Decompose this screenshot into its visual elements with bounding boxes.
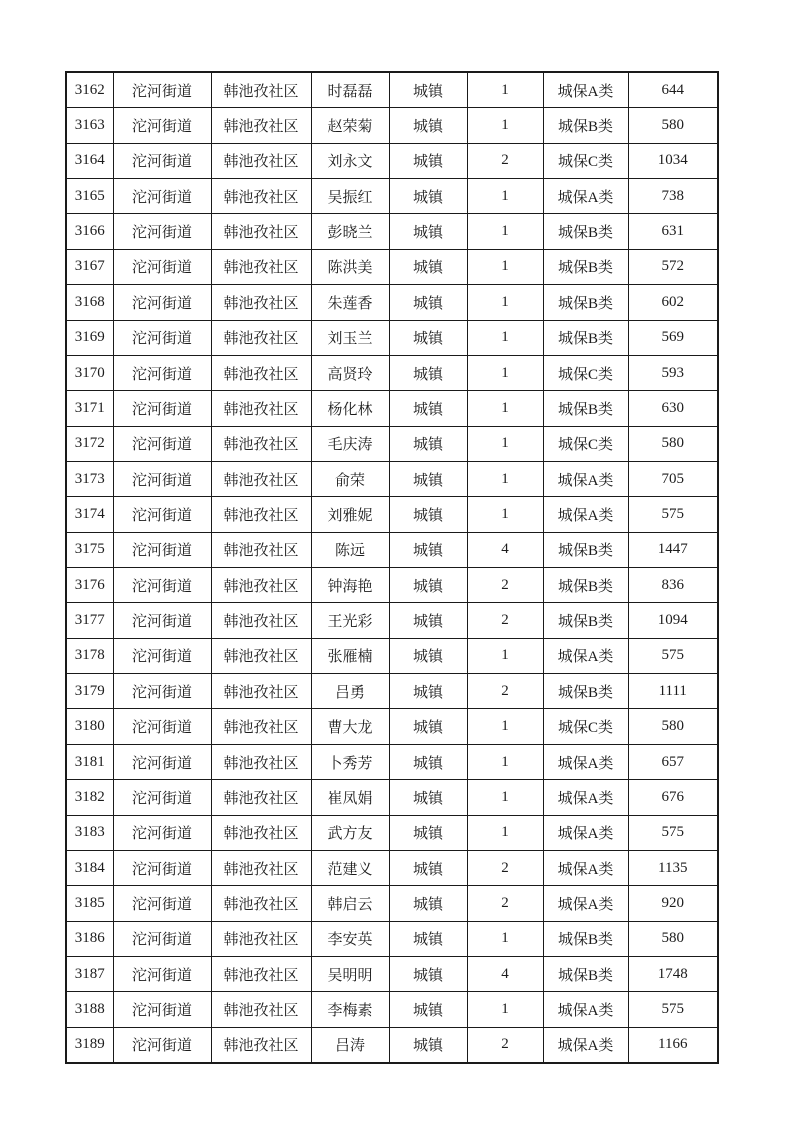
name-cell: 毛庆涛 (311, 426, 389, 461)
welfare-roster-table (65, 71, 719, 1064)
category-cell: 城保A类 (543, 461, 628, 496)
amount-cell: 1111 (628, 674, 718, 709)
name-cell: 韩启云 (311, 886, 389, 921)
headcount-cell: 2 (467, 603, 543, 638)
category-cell: 城保B类 (543, 285, 628, 320)
headcount-cell: 1 (467, 391, 543, 426)
table-row (66, 179, 718, 214)
table-row (66, 638, 718, 673)
residence-type-cell: 城镇 (389, 214, 467, 249)
category-cell: 城保A类 (543, 1027, 628, 1063)
residence-type-cell: 城镇 (389, 285, 467, 320)
serial-cell: 3184 (66, 850, 113, 885)
table-row (66, 108, 718, 143)
serial-cell: 3179 (66, 674, 113, 709)
category-cell: 城保B类 (543, 921, 628, 956)
residence-type-cell: 城镇 (389, 568, 467, 603)
headcount-cell: 4 (467, 532, 543, 567)
table-row (66, 921, 718, 956)
street-cell: 沱河街道 (113, 568, 211, 603)
headcount-cell: 1 (467, 780, 543, 815)
community-cell: 韩池孜社区 (211, 355, 311, 390)
residence-type-cell: 城镇 (389, 815, 467, 850)
amount-cell: 575 (628, 815, 718, 850)
street-cell: 沱河街道 (113, 886, 211, 921)
table-row (66, 1027, 718, 1063)
amount-cell: 738 (628, 179, 718, 214)
amount-cell: 593 (628, 355, 718, 390)
table-row (66, 285, 718, 320)
headcount-cell: 2 (467, 568, 543, 603)
roster-table-body (66, 72, 718, 1063)
community-cell: 韩池孜社区 (211, 214, 311, 249)
street-cell: 沱河街道 (113, 1027, 211, 1063)
headcount-cell: 1 (467, 815, 543, 850)
street-cell: 沱河街道 (113, 391, 211, 426)
residence-type-cell: 城镇 (389, 72, 467, 108)
community-cell: 韩池孜社区 (211, 886, 311, 921)
street-cell: 沱河街道 (113, 461, 211, 496)
community-cell: 韩池孜社区 (211, 815, 311, 850)
residence-type-cell: 城镇 (389, 921, 467, 956)
community-cell: 韩池孜社区 (211, 956, 311, 991)
table-row (66, 426, 718, 461)
table-row (66, 249, 718, 284)
name-cell: 王光彩 (311, 603, 389, 638)
headcount-cell: 1 (467, 355, 543, 390)
serial-cell: 3186 (66, 921, 113, 956)
serial-cell: 3167 (66, 249, 113, 284)
table-row (66, 886, 718, 921)
amount-cell: 580 (628, 108, 718, 143)
name-cell: 俞荣 (311, 461, 389, 496)
amount-cell: 572 (628, 249, 718, 284)
category-cell: 城保A类 (543, 179, 628, 214)
name-cell: 曹大龙 (311, 709, 389, 744)
table-row (66, 674, 718, 709)
table-row (66, 850, 718, 885)
street-cell: 沱河街道 (113, 249, 211, 284)
street-cell: 沱河街道 (113, 179, 211, 214)
amount-cell: 1034 (628, 143, 718, 178)
headcount-cell: 1 (467, 72, 543, 108)
serial-cell: 3165 (66, 179, 113, 214)
community-cell: 韩池孜社区 (211, 1027, 311, 1063)
residence-type-cell: 城镇 (389, 850, 467, 885)
community-cell: 韩池孜社区 (211, 850, 311, 885)
name-cell: 高贤玲 (311, 355, 389, 390)
name-cell: 范建义 (311, 850, 389, 885)
name-cell: 赵荣菊 (311, 108, 389, 143)
name-cell: 张雁楠 (311, 638, 389, 673)
table-row (66, 992, 718, 1027)
name-cell: 吕勇 (311, 674, 389, 709)
street-cell: 沱河街道 (113, 285, 211, 320)
serial-cell: 3172 (66, 426, 113, 461)
amount-cell: 1748 (628, 956, 718, 991)
headcount-cell: 2 (467, 886, 543, 921)
category-cell: 城保B类 (543, 214, 628, 249)
headcount-cell: 1 (467, 992, 543, 1027)
community-cell: 韩池孜社区 (211, 921, 311, 956)
category-cell: 城保B类 (543, 532, 628, 567)
category-cell: 城保B类 (543, 249, 628, 284)
name-cell: 李安英 (311, 921, 389, 956)
street-cell: 沱河街道 (113, 921, 211, 956)
category-cell: 城保C类 (543, 355, 628, 390)
community-cell: 韩池孜社区 (211, 108, 311, 143)
category-cell: 城保B类 (543, 108, 628, 143)
table-row (66, 780, 718, 815)
community-cell: 韩池孜社区 (211, 143, 311, 178)
category-cell: 城保C类 (543, 426, 628, 461)
serial-cell: 3185 (66, 886, 113, 921)
community-cell: 韩池孜社区 (211, 992, 311, 1027)
community-cell: 韩池孜社区 (211, 780, 311, 815)
category-cell: 城保A类 (543, 744, 628, 779)
street-cell: 沱河街道 (113, 992, 211, 1027)
name-cell: 钟海艳 (311, 568, 389, 603)
name-cell: 李梅素 (311, 992, 389, 1027)
residence-type-cell: 城镇 (389, 532, 467, 567)
residence-type-cell: 城镇 (389, 1027, 467, 1063)
residence-type-cell: 城镇 (389, 461, 467, 496)
amount-cell: 575 (628, 497, 718, 532)
serial-cell: 3181 (66, 744, 113, 779)
serial-cell: 3166 (66, 214, 113, 249)
community-cell: 韩池孜社区 (211, 532, 311, 567)
headcount-cell: 4 (467, 956, 543, 991)
amount-cell: 836 (628, 568, 718, 603)
residence-type-cell: 城镇 (389, 426, 467, 461)
serial-cell: 3171 (66, 391, 113, 426)
amount-cell: 575 (628, 992, 718, 1027)
street-cell: 沱河街道 (113, 497, 211, 532)
residence-type-cell: 城镇 (389, 108, 467, 143)
residence-type-cell: 城镇 (389, 780, 467, 815)
headcount-cell: 1 (467, 426, 543, 461)
community-cell: 韩池孜社区 (211, 426, 311, 461)
table-row (66, 320, 718, 355)
street-cell: 沱河街道 (113, 426, 211, 461)
table-row (66, 214, 718, 249)
community-cell: 韩池孜社区 (211, 72, 311, 108)
headcount-cell: 1 (467, 709, 543, 744)
residence-type-cell: 城镇 (389, 638, 467, 673)
name-cell: 吴明明 (311, 956, 389, 991)
residence-type-cell: 城镇 (389, 674, 467, 709)
community-cell: 韩池孜社区 (211, 285, 311, 320)
headcount-cell: 2 (467, 850, 543, 885)
community-cell: 韩池孜社区 (211, 461, 311, 496)
street-cell: 沱河街道 (113, 956, 211, 991)
amount-cell: 1166 (628, 1027, 718, 1063)
headcount-cell: 1 (467, 285, 543, 320)
amount-cell: 580 (628, 426, 718, 461)
serial-cell: 3182 (66, 780, 113, 815)
category-cell: 城保A类 (543, 815, 628, 850)
community-cell: 韩池孜社区 (211, 249, 311, 284)
community-cell: 韩池孜社区 (211, 568, 311, 603)
category-cell: 城保A类 (543, 497, 628, 532)
serial-cell: 3187 (66, 956, 113, 991)
serial-cell: 3176 (66, 568, 113, 603)
community-cell: 韩池孜社区 (211, 674, 311, 709)
amount-cell: 705 (628, 461, 718, 496)
name-cell: 陈洪美 (311, 249, 389, 284)
name-cell: 彭晓兰 (311, 214, 389, 249)
street-cell: 沱河街道 (113, 143, 211, 178)
table-row (66, 355, 718, 390)
amount-cell: 1094 (628, 603, 718, 638)
category-cell: 城保A类 (543, 850, 628, 885)
category-cell: 城保B类 (543, 603, 628, 638)
name-cell: 刘雅妮 (311, 497, 389, 532)
amount-cell: 580 (628, 709, 718, 744)
name-cell: 陈远 (311, 532, 389, 567)
name-cell: 杨化林 (311, 391, 389, 426)
amount-cell: 644 (628, 72, 718, 108)
table-row (66, 956, 718, 991)
name-cell: 时磊磊 (311, 72, 389, 108)
community-cell: 韩池孜社区 (211, 638, 311, 673)
table-row (66, 532, 718, 567)
amount-cell: 630 (628, 391, 718, 426)
residence-type-cell: 城镇 (389, 709, 467, 744)
amount-cell: 631 (628, 214, 718, 249)
headcount-cell: 2 (467, 1027, 543, 1063)
name-cell: 崔凤娟 (311, 780, 389, 815)
category-cell: 城保A类 (543, 992, 628, 1027)
name-cell: 卜秀芳 (311, 744, 389, 779)
amount-cell: 657 (628, 744, 718, 779)
name-cell: 朱莲香 (311, 285, 389, 320)
residence-type-cell: 城镇 (389, 355, 467, 390)
category-cell: 城保B类 (543, 674, 628, 709)
name-cell: 刘玉兰 (311, 320, 389, 355)
headcount-cell: 1 (467, 320, 543, 355)
serial-cell: 3188 (66, 992, 113, 1027)
name-cell: 刘永文 (311, 143, 389, 178)
table-row (66, 143, 718, 178)
community-cell: 韩池孜社区 (211, 744, 311, 779)
name-cell: 吕涛 (311, 1027, 389, 1063)
community-cell: 韩池孜社区 (211, 391, 311, 426)
serial-cell: 3189 (66, 1027, 113, 1063)
category-cell: 城保B类 (543, 956, 628, 991)
street-cell: 沱河街道 (113, 638, 211, 673)
serial-cell: 3164 (66, 143, 113, 178)
headcount-cell: 1 (467, 249, 543, 284)
street-cell: 沱河街道 (113, 603, 211, 638)
category-cell: 城保A类 (543, 886, 628, 921)
table-row (66, 603, 718, 638)
amount-cell: 575 (628, 638, 718, 673)
street-cell: 沱河街道 (113, 815, 211, 850)
residence-type-cell: 城镇 (389, 249, 467, 284)
serial-cell: 3168 (66, 285, 113, 320)
headcount-cell: 1 (467, 108, 543, 143)
street-cell: 沱河街道 (113, 780, 211, 815)
headcount-cell: 1 (467, 638, 543, 673)
amount-cell: 1135 (628, 850, 718, 885)
category-cell: 城保C类 (543, 709, 628, 744)
headcount-cell: 1 (467, 461, 543, 496)
street-cell: 沱河街道 (113, 850, 211, 885)
street-cell: 沱河街道 (113, 72, 211, 108)
serial-cell: 3177 (66, 603, 113, 638)
residence-type-cell: 城镇 (389, 143, 467, 178)
category-cell: 城保B类 (543, 320, 628, 355)
headcount-cell: 1 (467, 214, 543, 249)
residence-type-cell: 城镇 (389, 956, 467, 991)
community-cell: 韩池孜社区 (211, 709, 311, 744)
community-cell: 韩池孜社区 (211, 320, 311, 355)
street-cell: 沱河街道 (113, 214, 211, 249)
community-cell: 韩池孜社区 (211, 179, 311, 214)
serial-cell: 3163 (66, 108, 113, 143)
serial-cell: 3162 (66, 72, 113, 108)
amount-cell: 580 (628, 921, 718, 956)
residence-type-cell: 城镇 (389, 603, 467, 638)
residence-type-cell: 城镇 (389, 179, 467, 214)
headcount-cell: 1 (467, 497, 543, 532)
community-cell: 韩池孜社区 (211, 497, 311, 532)
amount-cell: 676 (628, 780, 718, 815)
serial-cell: 3180 (66, 709, 113, 744)
headcount-cell: 2 (467, 143, 543, 178)
category-cell: 城保A类 (543, 72, 628, 108)
table-row (66, 391, 718, 426)
residence-type-cell: 城镇 (389, 391, 467, 426)
serial-cell: 3175 (66, 532, 113, 567)
serial-cell: 3183 (66, 815, 113, 850)
table-row (66, 568, 718, 603)
category-cell: 城保B类 (543, 568, 628, 603)
amount-cell: 920 (628, 886, 718, 921)
street-cell: 沱河街道 (113, 108, 211, 143)
street-cell: 沱河街道 (113, 744, 211, 779)
street-cell: 沱河街道 (113, 674, 211, 709)
name-cell: 吴振红 (311, 179, 389, 214)
residence-type-cell: 城镇 (389, 992, 467, 1027)
community-cell: 韩池孜社区 (211, 603, 311, 638)
amount-cell: 602 (628, 285, 718, 320)
amount-cell: 569 (628, 320, 718, 355)
category-cell: 城保B类 (543, 391, 628, 426)
category-cell: 城保A类 (543, 780, 628, 815)
residence-type-cell: 城镇 (389, 744, 467, 779)
serial-cell: 3170 (66, 355, 113, 390)
street-cell: 沱河街道 (113, 709, 211, 744)
street-cell: 沱河街道 (113, 532, 211, 567)
table-row (66, 461, 718, 496)
street-cell: 沱河街道 (113, 320, 211, 355)
table-row (66, 497, 718, 532)
category-cell: 城保A类 (543, 638, 628, 673)
residence-type-cell: 城镇 (389, 320, 467, 355)
residence-type-cell: 城镇 (389, 886, 467, 921)
serial-cell: 3178 (66, 638, 113, 673)
headcount-cell: 1 (467, 744, 543, 779)
table-row (66, 815, 718, 850)
serial-cell: 3174 (66, 497, 113, 532)
headcount-cell: 2 (467, 674, 543, 709)
headcount-cell: 1 (467, 921, 543, 956)
amount-cell: 1447 (628, 532, 718, 567)
headcount-cell: 1 (467, 179, 543, 214)
table-row (66, 709, 718, 744)
serial-cell: 3169 (66, 320, 113, 355)
serial-cell: 3173 (66, 461, 113, 496)
street-cell: 沱河街道 (113, 355, 211, 390)
table-row (66, 72, 718, 108)
category-cell: 城保C类 (543, 143, 628, 178)
name-cell: 武方友 (311, 815, 389, 850)
residence-type-cell: 城镇 (389, 497, 467, 532)
table-row (66, 744, 718, 779)
